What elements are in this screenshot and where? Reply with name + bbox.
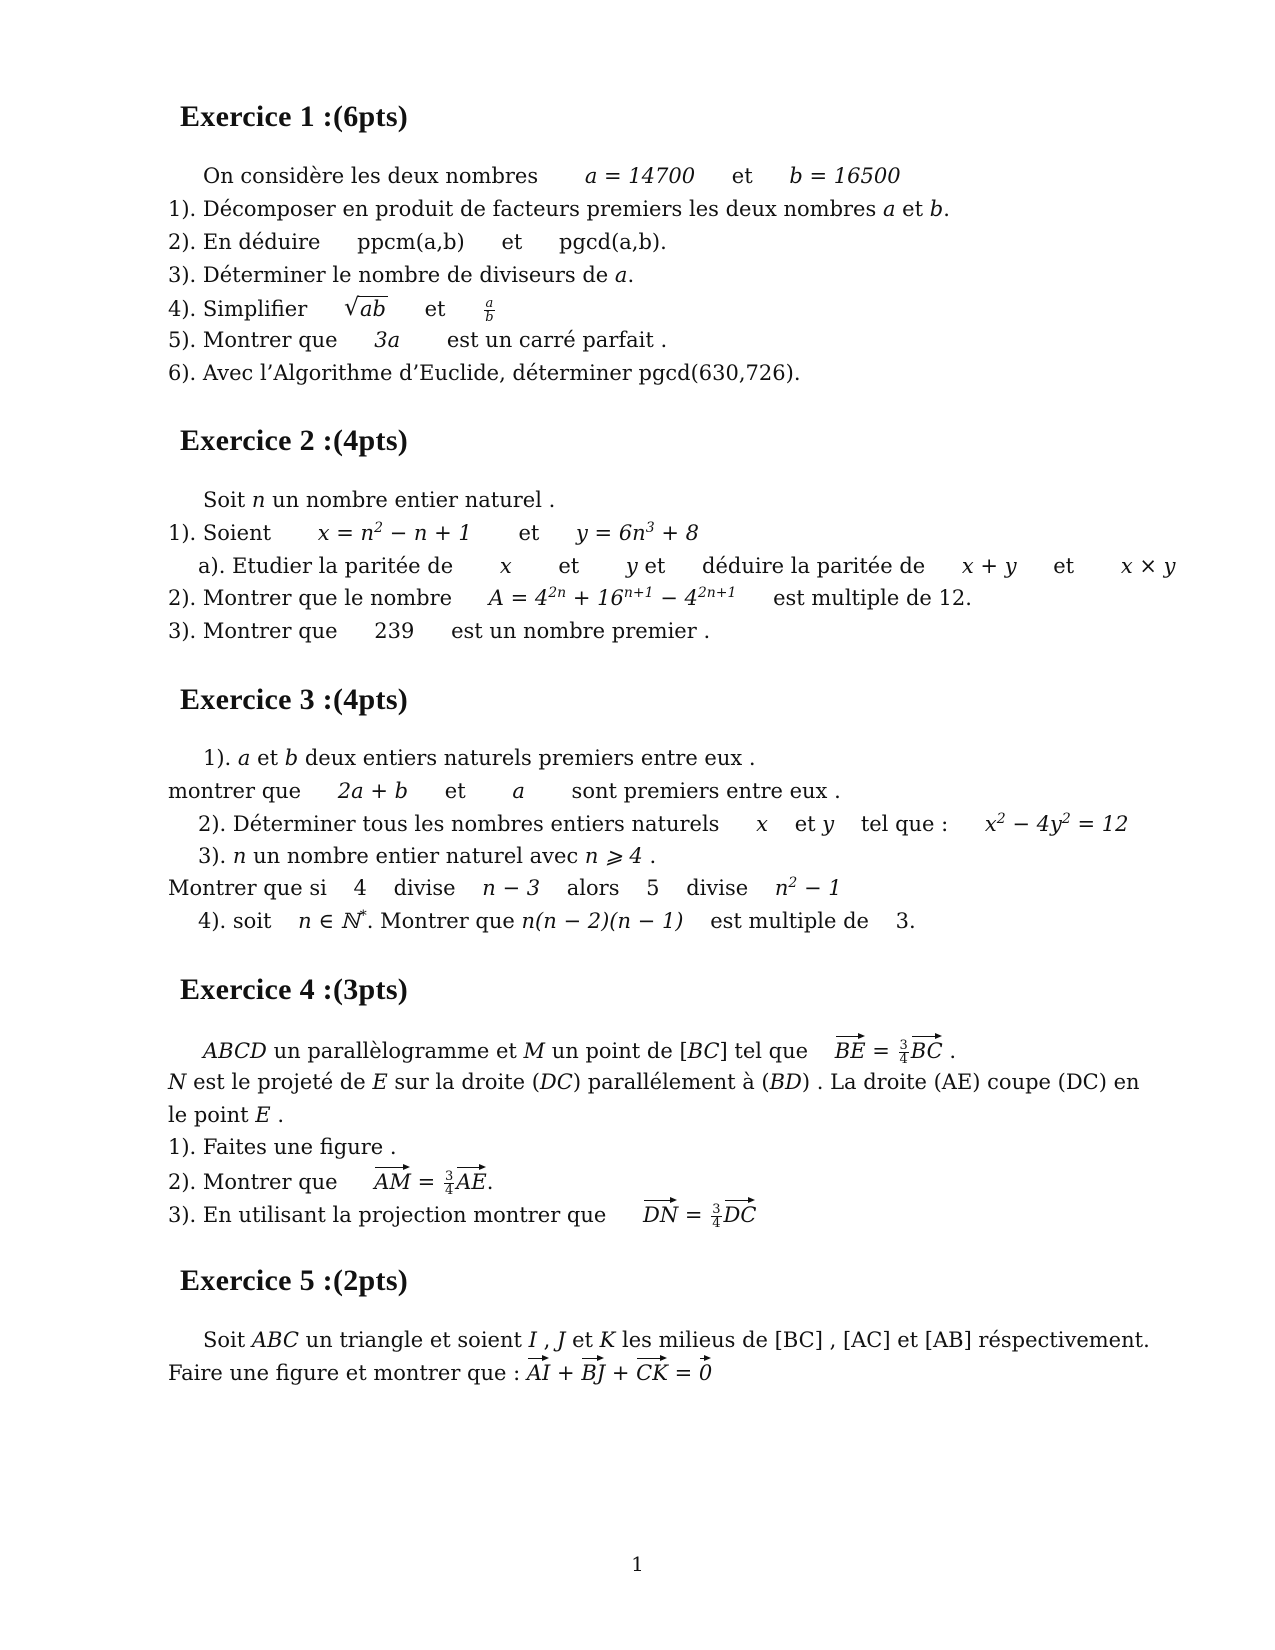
- ex4-l2-dc: DC: [539, 1070, 573, 1094]
- ex2-q2-p3: − 4: [653, 586, 698, 610]
- ex4-l1-num: 3: [899, 1038, 908, 1053]
- ex5-l1-i: I: [528, 1328, 537, 1352]
- ex5-line-1: [203, 1330, 1150, 1351]
- ex5-l2-a: Faire une figure et montrer que :: [168, 1361, 521, 1385]
- ex5-l1-e: les milieus de [BC] , [AC] et [AB] réspectivement.: [622, 1328, 1150, 1352]
- ex1-q4-et: et: [424, 297, 446, 321]
- ex1-question-1: [168, 199, 950, 220]
- ex4-q2-vector-am: AM: [374, 1170, 411, 1194]
- ex1-q4-text: 4). Simplifier: [168, 297, 308, 321]
- ex4-l2-bd: BD: [769, 1070, 802, 1094]
- ex4-q3-eq: =: [684, 1203, 703, 1227]
- ex1-q4-sqrt: √ ab: [343, 293, 386, 321]
- ex4-l2-a: est le projeté de: [193, 1070, 366, 1094]
- ex3-q3b-div1: divise: [393, 876, 456, 900]
- ex2-q2-p2: + 16: [566, 586, 624, 610]
- ex3-q4-mid: . Montrer que: [366, 909, 515, 933]
- ex1-q1-b: b: [929, 197, 944, 221]
- ex3-q3b-n3: n − 3: [482, 876, 541, 900]
- ex3-q3-cond: n ⩾ 4: [584, 844, 643, 868]
- ex3-q3b-alors: alors: [566, 876, 620, 900]
- ex3-q1b-a: a: [512, 779, 525, 803]
- ex1-question-6: [168, 363, 801, 384]
- ex4-l1-b: un point de [: [551, 1039, 688, 1063]
- ex1-intro-text: On considère les deux nombres: [203, 164, 539, 188]
- ex4-q2-fraction: [444, 1170, 454, 1197]
- ex2-q3-end: est un nombre premier .: [451, 619, 711, 643]
- ex4-question-1: [168, 1137, 397, 1158]
- ex3-question-4: [198, 908, 916, 933]
- ex2-q1-y-rest: + 8: [654, 521, 699, 545]
- ex4-l1-fraction: [899, 1039, 909, 1066]
- ex2-q2-e1: 2n: [548, 585, 567, 601]
- ex2-question-2: [168, 585, 972, 610]
- ex1-intro: [203, 166, 901, 187]
- ex1-q3-text: 3). Déterminer le nombre de diviseurs de: [168, 263, 609, 287]
- ex4-q3-text: 3). En utilisant la projection montrer que: [168, 1203, 607, 1227]
- ex1-q1-end: .: [943, 197, 950, 221]
- ex2-q2-end: est multiple de 12.: [773, 586, 972, 610]
- ex2-q1-x-rest: − n + 1: [382, 521, 472, 545]
- ex2-question-1: [168, 520, 699, 545]
- ex3-q3-n: n: [232, 844, 247, 868]
- ex4-l1-a: un parallèlogramme et: [273, 1039, 517, 1063]
- ex5-l2-vector-ai: AI: [526, 1361, 551, 1385]
- ex3-q1-text: 1).: [203, 746, 232, 770]
- ex2-q2-a: A = 4: [488, 586, 549, 610]
- ex1-q3-a: a: [614, 263, 628, 287]
- ex4-q2-num: 3: [444, 1169, 454, 1184]
- ex1-q2-ppcm: ppcm(a,b): [357, 230, 465, 254]
- ex4-l3-end: .: [277, 1103, 284, 1127]
- ex3-q1b-text: montrer que: [168, 779, 302, 803]
- ex1-q2-text: 2). En déduire: [168, 230, 321, 254]
- ex2-qa-sum: x + y: [961, 554, 1017, 578]
- ex3-q3-mid: un nombre entier naturel avec: [253, 844, 579, 868]
- ex3-q4-end: est multiple de: [710, 909, 869, 933]
- ex2-q1-x-exp: 2: [374, 520, 383, 536]
- ex4-question-3: [168, 1203, 756, 1230]
- ex4-q1-text: 1). Faites une figure .: [168, 1135, 397, 1159]
- ex2-qa-et1: et: [558, 554, 580, 578]
- ex1-b-value: b = 16500: [789, 164, 901, 188]
- ex4-l2-b: sur la droite (: [394, 1070, 540, 1094]
- ex4-l1-den: 4: [899, 1052, 908, 1067]
- ex3-q2-eq-e1: 2: [996, 811, 1006, 827]
- ex2-question-3: [168, 621, 710, 642]
- ex5-l2-vector-bj: BJ: [581, 1361, 606, 1385]
- ex5-l1-abc: ABC: [251, 1328, 299, 1352]
- ex2-qa-x: x: [499, 554, 512, 578]
- exercise-3-title: Exercice 3 :(4pts): [180, 683, 409, 716]
- ex3-q1b-expr: 2a + b: [337, 779, 409, 803]
- ex4-line-3: [168, 1105, 284, 1126]
- ex1-q1-text: 1). Décomposer en produit de facteurs premiers les deux nombres: [168, 197, 877, 221]
- ex2-q1-y: y = 6n: [576, 521, 646, 545]
- exercise-4-title: Exercice 4 :(3pts): [180, 973, 409, 1006]
- ex2-q1-text: 1). Soient: [168, 521, 272, 545]
- ex5-l2-p2: +: [611, 1361, 630, 1385]
- ex2-q2-text: 2). Montrer que le nombre: [168, 586, 453, 610]
- ex4-q3-num: 3: [712, 1202, 721, 1217]
- ex4-q3-vector-dc: DC: [723, 1203, 757, 1227]
- ex3-q2-eq-c: = 12: [1070, 812, 1129, 836]
- ex3-q4-n: n ∈ ℕ: [298, 909, 360, 933]
- ex5-l2-eq: =: [674, 1361, 693, 1385]
- ex1-q1-a: a: [882, 197, 896, 221]
- ex2-q2-e3: 2n+1: [697, 585, 737, 601]
- ex5-l1-k: K: [599, 1328, 616, 1352]
- ex3-question-1b: [168, 781, 841, 802]
- ex3-question-3: [198, 846, 656, 867]
- ex2-q3-num: 239: [374, 619, 415, 643]
- ex3-q3b-4: 4: [353, 876, 367, 900]
- ex1-q5-text: 5). Montrer que: [168, 328, 338, 352]
- ex2-qa-deduire: déduire la paritée de: [702, 554, 926, 578]
- ex4-l1-c: ] tel que: [719, 1039, 809, 1063]
- ex4-line-2: [168, 1072, 1140, 1093]
- ex3-q2-et: et: [794, 812, 816, 836]
- ex3-q3-text: 3).: [198, 844, 227, 868]
- ex4-l2-n: N: [168, 1070, 187, 1094]
- ex3-q2-x: x: [756, 812, 768, 836]
- ex4-l3-a: le point: [168, 1103, 249, 1127]
- ex3-q1-et: et: [257, 746, 279, 770]
- ex2-intro-b: un nombre entier naturel .: [272, 488, 556, 512]
- ex3-q3b-n2: n: [774, 876, 789, 900]
- ex3-q3b-5: 5: [646, 876, 660, 900]
- ex3-question-3b: [168, 875, 842, 900]
- ex1-q2-et: et: [501, 230, 523, 254]
- ex1-q1-et: et: [902, 197, 924, 221]
- ex4-l1-abcd: ABCD: [203, 1039, 267, 1063]
- ex1-q2-pgcd: pgcd(a,b).: [559, 230, 667, 254]
- ex5-l1-j: J: [556, 1328, 566, 1352]
- ex5-l1-c: ,: [543, 1328, 551, 1352]
- ex3-q1b-et: et: [444, 779, 466, 803]
- ex3-q1b-end: sont premiers entre eux .: [571, 779, 841, 803]
- ex4-l2-c: ) parallélement à (: [572, 1070, 770, 1094]
- ex4-q3-den: 4: [712, 1216, 721, 1231]
- ex3-q3b-div2: divise: [686, 876, 749, 900]
- ex3-question-1: [203, 748, 756, 769]
- ex3-q4-n-expr: [298, 909, 367, 933]
- ex3-q1-a: a: [237, 746, 251, 770]
- ex1-question-5: [168, 330, 667, 351]
- ex4-q2-den: 4: [444, 1183, 454, 1198]
- ex4-question-2: [168, 1170, 493, 1197]
- ex4-l1-bc: BC: [687, 1039, 720, 1063]
- exercise-1-title: Exercice 1 :(6pts): [180, 100, 409, 133]
- ex1-a-value: a = 14700: [584, 164, 696, 188]
- ex4-l3-e: E: [255, 1103, 271, 1127]
- ex4-q3-vector-dn: DN: [643, 1203, 679, 1227]
- ex2-q1-x-expr: [318, 521, 472, 545]
- ex4-l1-end: .: [949, 1039, 957, 1063]
- ex5-l2-p1: +: [557, 1361, 575, 1385]
- ex2-q1-y-expr: [576, 521, 699, 545]
- ex2-qa-y: y: [625, 554, 638, 578]
- ex4-q2-eq: =: [417, 1170, 436, 1194]
- ex3-q2-text: 2). Déterminer tous les nombres entiers naturels: [198, 812, 720, 836]
- ex4-l1-vector-bc: BC: [910, 1039, 943, 1063]
- ex3-q3b-n2e: 2: [788, 875, 798, 891]
- ex3-q3b-text: Montrer que si: [168, 876, 327, 900]
- ex1-q6-text: 6). Avec l’Algorithme d’Euclide, déterminer pgcd(630,726).: [168, 361, 801, 385]
- ex2-qa-text: a). Etudier la paritée de: [198, 554, 454, 578]
- ex4-l1-eq: =: [872, 1039, 890, 1063]
- ex3-q4-text: 4). soit: [198, 909, 272, 933]
- ex1-question-2: [168, 232, 667, 253]
- ex1-question-3: [168, 265, 634, 286]
- ex4-q2-end: .: [486, 1170, 494, 1194]
- ex1-q4-sqrt-arg: ab: [359, 297, 386, 321]
- ex3-q2-tel: tel que :: [860, 812, 949, 836]
- ex2-q2-e2: n+1: [623, 585, 654, 601]
- ex3-q4-3: 3.: [895, 909, 916, 933]
- ex4-l1-vector-be: BE: [834, 1039, 866, 1063]
- ex5-l2-vector-ck: CK: [636, 1361, 668, 1385]
- ex4-q2-vector-ae: AE: [456, 1170, 487, 1194]
- ex1-q4-den: b: [485, 310, 494, 325]
- ex5-l1-b: un triangle et soient: [305, 1328, 522, 1352]
- ex3-q2-eq-b: − 4y: [1005, 812, 1062, 836]
- ex2-intro-a: Soit: [203, 488, 246, 512]
- ex2-question-1a: [198, 556, 1175, 577]
- ex1-q3-end: .: [627, 263, 635, 287]
- ex3-q4-expr: n(n − 2)(n − 1): [521, 909, 684, 933]
- ex1-question-4: [168, 293, 497, 325]
- ex2-q1-x: x = n: [317, 521, 375, 545]
- ex2-intro-n: n: [251, 488, 266, 512]
- ex2-q1-et: et: [518, 521, 540, 545]
- ex5-l1-a: Soit: [203, 1328, 246, 1352]
- ex2-qa-et2: et: [644, 554, 666, 578]
- ex3-q4-star: *: [359, 908, 367, 924]
- ex1-q4-fraction: [484, 297, 494, 324]
- ex1-q5-expr: 3a: [374, 328, 401, 352]
- ex2-q3-text: 3). Montrer que: [168, 619, 338, 643]
- ex3-question-2: [198, 811, 1129, 836]
- ex3-q2-eq-e2: 2: [1061, 811, 1071, 827]
- ex2-q1-y-exp: 3: [645, 520, 655, 536]
- ex3-q2-equation: [985, 812, 1129, 836]
- page-number: 1: [631, 1552, 644, 1576]
- ex4-l2-d: ) . La droite (AE) coupe (DC) en: [801, 1070, 1140, 1094]
- ex3-q1-end: deux entiers naturels premiers entre eux .: [304, 746, 756, 770]
- ex3-q3b-n2r: − 1: [797, 876, 842, 900]
- ex2-intro: [203, 490, 555, 511]
- ex5-l2-vector-zero: 0: [698, 1361, 713, 1385]
- ex1-q4-num: a: [485, 296, 494, 311]
- ex3-q3-end: .: [649, 844, 657, 868]
- ex3-q2-y: y: [822, 812, 835, 836]
- ex2-qa-prod: x × y: [1120, 554, 1176, 578]
- ex1-et: et: [731, 164, 753, 188]
- ex3-q2-eq-a: x: [984, 812, 997, 836]
- ex5-line-2: [168, 1363, 712, 1384]
- ex4-q3-fraction: [711, 1203, 721, 1230]
- exercise-5-title: Exercice 5 :(2pts): [180, 1264, 409, 1297]
- ex5-l1-d: et: [572, 1328, 593, 1352]
- ex4-l1-m: M: [523, 1039, 546, 1063]
- ex2-q2-expr: [489, 586, 737, 610]
- ex2-qa-et3: et: [1053, 554, 1075, 578]
- ex4-l2-e: E: [372, 1070, 388, 1094]
- ex3-q3b-n2-expr: [775, 876, 842, 900]
- ex4-line-1: [203, 1039, 956, 1066]
- ex1-q5-end: est un carré parfait .: [446, 328, 668, 352]
- ex4-q2-text: 2). Montrer que: [168, 1170, 338, 1194]
- exercise-2-title: Exercice 2 :(4pts): [180, 424, 409, 457]
- ex3-q1-b: b: [284, 746, 299, 770]
